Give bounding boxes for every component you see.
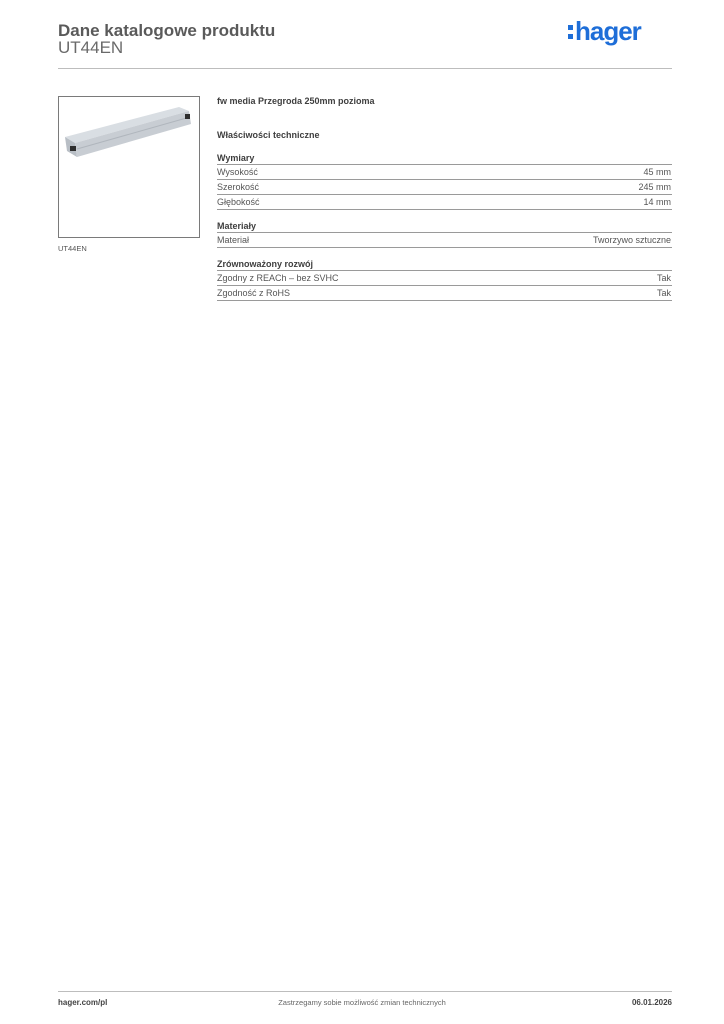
row-value: 14 mm	[643, 197, 671, 207]
group-title-sustainability: Zrównoważony rozwój	[217, 259, 313, 269]
row-label: Szerokość	[217, 182, 260, 192]
table-row	[217, 271, 672, 286]
table-row	[217, 195, 672, 210]
table-row	[217, 233, 672, 248]
row-label: Materiał	[217, 235, 250, 245]
spec-sheet	[217, 96, 672, 301]
group-title-dimensions: Wymiary	[217, 153, 255, 163]
row-value: Tak	[656, 288, 671, 298]
row-value: Tak	[656, 273, 671, 283]
row-label: Zgodność z RoHS	[217, 288, 291, 298]
product-code: UT44EN	[58, 38, 124, 57]
row-value: 45 mm	[643, 167, 671, 177]
sustainability-table	[217, 270, 672, 301]
page-title: Dane katalogowe produktu	[58, 21, 276, 40]
footer-disclaimer: Zastrzegamy sobie możliwość zmian technicznych	[278, 998, 446, 1007]
image-caption: UT44EN	[58, 244, 87, 253]
materials-table	[217, 232, 672, 248]
table-row	[217, 180, 672, 195]
product-name: fw media Przegroda 250mm pozioma	[217, 96, 375, 106]
svg-text:hager: hager	[575, 16, 641, 46]
header-divider	[58, 68, 672, 69]
table-row	[217, 286, 672, 301]
row-label: Wysokość	[217, 167, 258, 177]
dimensions-table	[217, 164, 672, 210]
table-row	[217, 165, 672, 180]
properties-title: Właściwości techniczne	[217, 130, 320, 140]
product-image	[58, 96, 200, 238]
group-title-materials: Materiały	[217, 221, 257, 231]
footer-divider	[58, 991, 672, 992]
hager-logo	[567, 16, 657, 48]
row-value: Tworzywo sztuczne	[592, 235, 671, 245]
row-label: Zgodny z REACh – bez SVHC	[217, 273, 339, 283]
footer-website-link[interactable]: hager.com/pl	[58, 998, 108, 1007]
footer-date: 06.01.2026	[631, 998, 672, 1007]
row-label: Głębokość	[217, 197, 260, 207]
row-value: 245 mm	[638, 182, 671, 192]
